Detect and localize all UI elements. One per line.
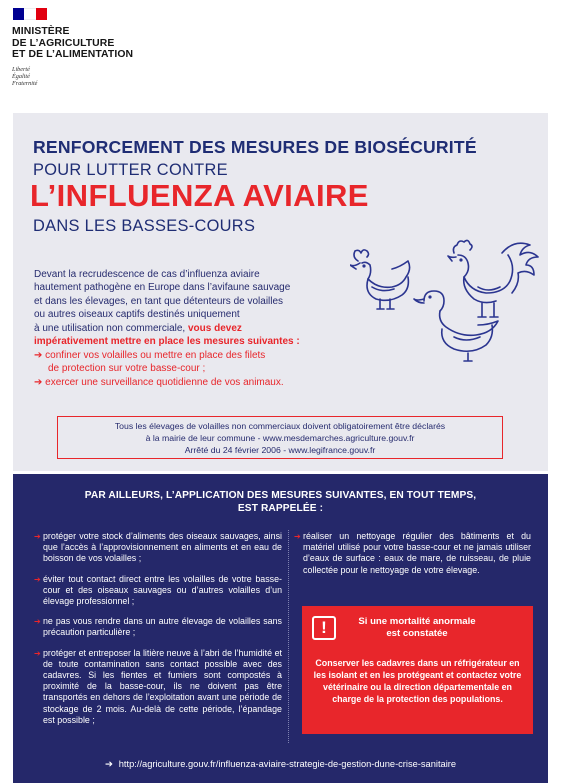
- list-item-text: ne pas vous rendre dans un autre élevage de volailles sans précaution particulière ;: [43, 616, 282, 638]
- intro-line-3: et dans les élevages, en tant que détenteurs de volailles: [34, 295, 284, 307]
- intro-bullet-2: [34, 376, 354, 389]
- intro-line-2: hautement pathogène en Europe dans l’avifaune sauvage: [34, 282, 291, 294]
- intro-line-5-text: à une utilisation non commerciale,: [34, 322, 188, 334]
- measures-panel: [13, 474, 548, 783]
- motto-liberte: Liberté: [12, 65, 30, 73]
- info-link-row[interactable]: [13, 759, 548, 770]
- list-item: [34, 648, 282, 726]
- motto: [12, 66, 133, 88]
- arrow-icon: ➔: [104, 759, 113, 769]
- intro-line-1: Devant la recrudescence de cas d’influenza aviaire: [34, 269, 260, 280]
- intro-bullet-2-text: exercer une surveillance quotidienne de vos animaux.: [45, 376, 284, 388]
- measures-title-line-1: PAR AILLEURS, L’APPLICATION DES MESURES SUIVANTES, EN TOUT TEMPS,: [84, 490, 477, 501]
- arrow-icon: ➔: [34, 350, 46, 361]
- notice-line-3: Arrêté du 24 février 2006 - www.legifrance.gouv.fr: [184, 445, 376, 455]
- poultry-illustration: [350, 233, 540, 363]
- list-item-text: protéger et entreposer la litière neuve à l’abri de l’humidité et de toute contamination sans contact possible avec des cadavres. Si les fientes et fumiers sont compostés à proximité de la basse-cour, ils ne doivent pas être transportés en dehors de l’exploitation avant une période de stockage de 2 mois. Au-delà de cette période, l’épandage est possible ;: [43, 647, 282, 725]
- flag-icon: [13, 8, 47, 20]
- ministry-line-1: MINISTÈRE: [12, 26, 70, 37]
- intro-line-4: ou autres oiseaux captifs destinés uniquement: [34, 309, 240, 321]
- motto-fraternite: Fraternité: [12, 79, 38, 87]
- notice-line-2: à la mairie de leur commune - www.mesdemarches.agriculture.gouv.fr: [145, 433, 415, 443]
- declaration-notice: [57, 416, 503, 459]
- list-item-text: éviter tout contact direct entre les volailles de votre basse-cour et des oiseaux sauvages ou d’autres volailles d’un élevage professionnel ;: [43, 573, 282, 607]
- notice-line-1: Tous les élevages de volailles non commerciaux doivent obligatoirement être déclarés: [114, 421, 446, 431]
- info-link[interactable]: http://agriculture.gouv.fr/influenza-aviaire-strategie-de-gestion-dune-crise-sanitaire: [118, 759, 457, 769]
- alert-heading: [342, 616, 492, 640]
- arrow-icon: ➔: [34, 648, 41, 658]
- arrow-icon: ➔: [34, 532, 41, 541]
- list-item-text: protéger votre stock d’aliments des oiseaux sauvages, ainsi que l’accès à l’approvisionnement en aliments et en eau de boisson de vos volailles ;: [43, 531, 282, 564]
- intro-emphasis-2: impérativement mettre en place les mesures suivantes :: [34, 336, 300, 348]
- measures-left-column: [34, 531, 282, 735]
- arrow-icon: ➔: [34, 376, 46, 388]
- column-divider: [288, 530, 289, 743]
- arrow-icon: ➔: [294, 532, 301, 541]
- title-line-1: RENFORCEMENT DES MESURES DE BIOSÉCURITÉ: [33, 137, 477, 157]
- intro-bullets: [34, 349, 354, 389]
- list-item-text: réaliser un nettoyage régulier des bâtiments et du matériel utilisé pour votre basse-cour et ne jamais utiliser d’eaux de surface : eaux de mare, de ruisseau, de pluie collectée pour le nettoyage de votre élevage.: [303, 531, 531, 575]
- list-item: [34, 574, 282, 608]
- intro-text: [34, 268, 346, 348]
- intro-bullet-1-cont: de protection sur votre basse-cour ;: [48, 363, 206, 375]
- mortality-alert-box: [302, 606, 533, 734]
- list-item: [34, 531, 282, 565]
- intro-emphasis-1: vous devez: [187, 322, 242, 334]
- intro-bullet-1: [34, 349, 354, 362]
- intro-line-5: [34, 322, 346, 335]
- alert-heading-line-1: Si une mortalité anormale: [358, 616, 476, 627]
- rooster-icon: [448, 240, 538, 317]
- header: [0, 0, 561, 112]
- intro-panel: [13, 113, 548, 471]
- title-line-2: POUR LUTTER CONTRE: [33, 161, 228, 179]
- main-title: L’INFLUENZA AVIAIRE: [30, 178, 369, 213]
- title-line-4: DANS LES BASSES-COURS: [33, 217, 256, 235]
- arrow-icon: ➔: [34, 574, 41, 584]
- intro-bullet-1-text: confiner vos volailles ou mettre en place des filets: [45, 350, 266, 361]
- ministry-line-3: ET DE L’ALIMENTATION: [12, 49, 134, 60]
- measures-title-line-2: EST RAPPELÉE :: [237, 503, 324, 514]
- alert-body: Conserver les cadavres dans un réfrigérateur en les isolant et en les protégeant et contactez votre vétérinaire ou la direction départementale en charge de la protection des populations.: [313, 658, 522, 704]
- list-item: [34, 616, 282, 638]
- list-item: [294, 531, 531, 576]
- ministry-logo: [12, 8, 133, 87]
- alert-heading-line-2: est constatée: [386, 628, 448, 639]
- measures-title: [13, 489, 548, 515]
- measures-right-column: [294, 531, 531, 585]
- arrow-icon: ➔: [34, 617, 41, 627]
- ministry-name: [12, 26, 133, 61]
- ministry-line-2: DE L’AGRICULTURE: [12, 37, 115, 49]
- chicken-icon: [350, 250, 410, 309]
- warning-icon: !: [312, 616, 336, 640]
- motto-egalite: Égalité: [12, 72, 30, 80]
- duck-icon: [414, 291, 498, 361]
